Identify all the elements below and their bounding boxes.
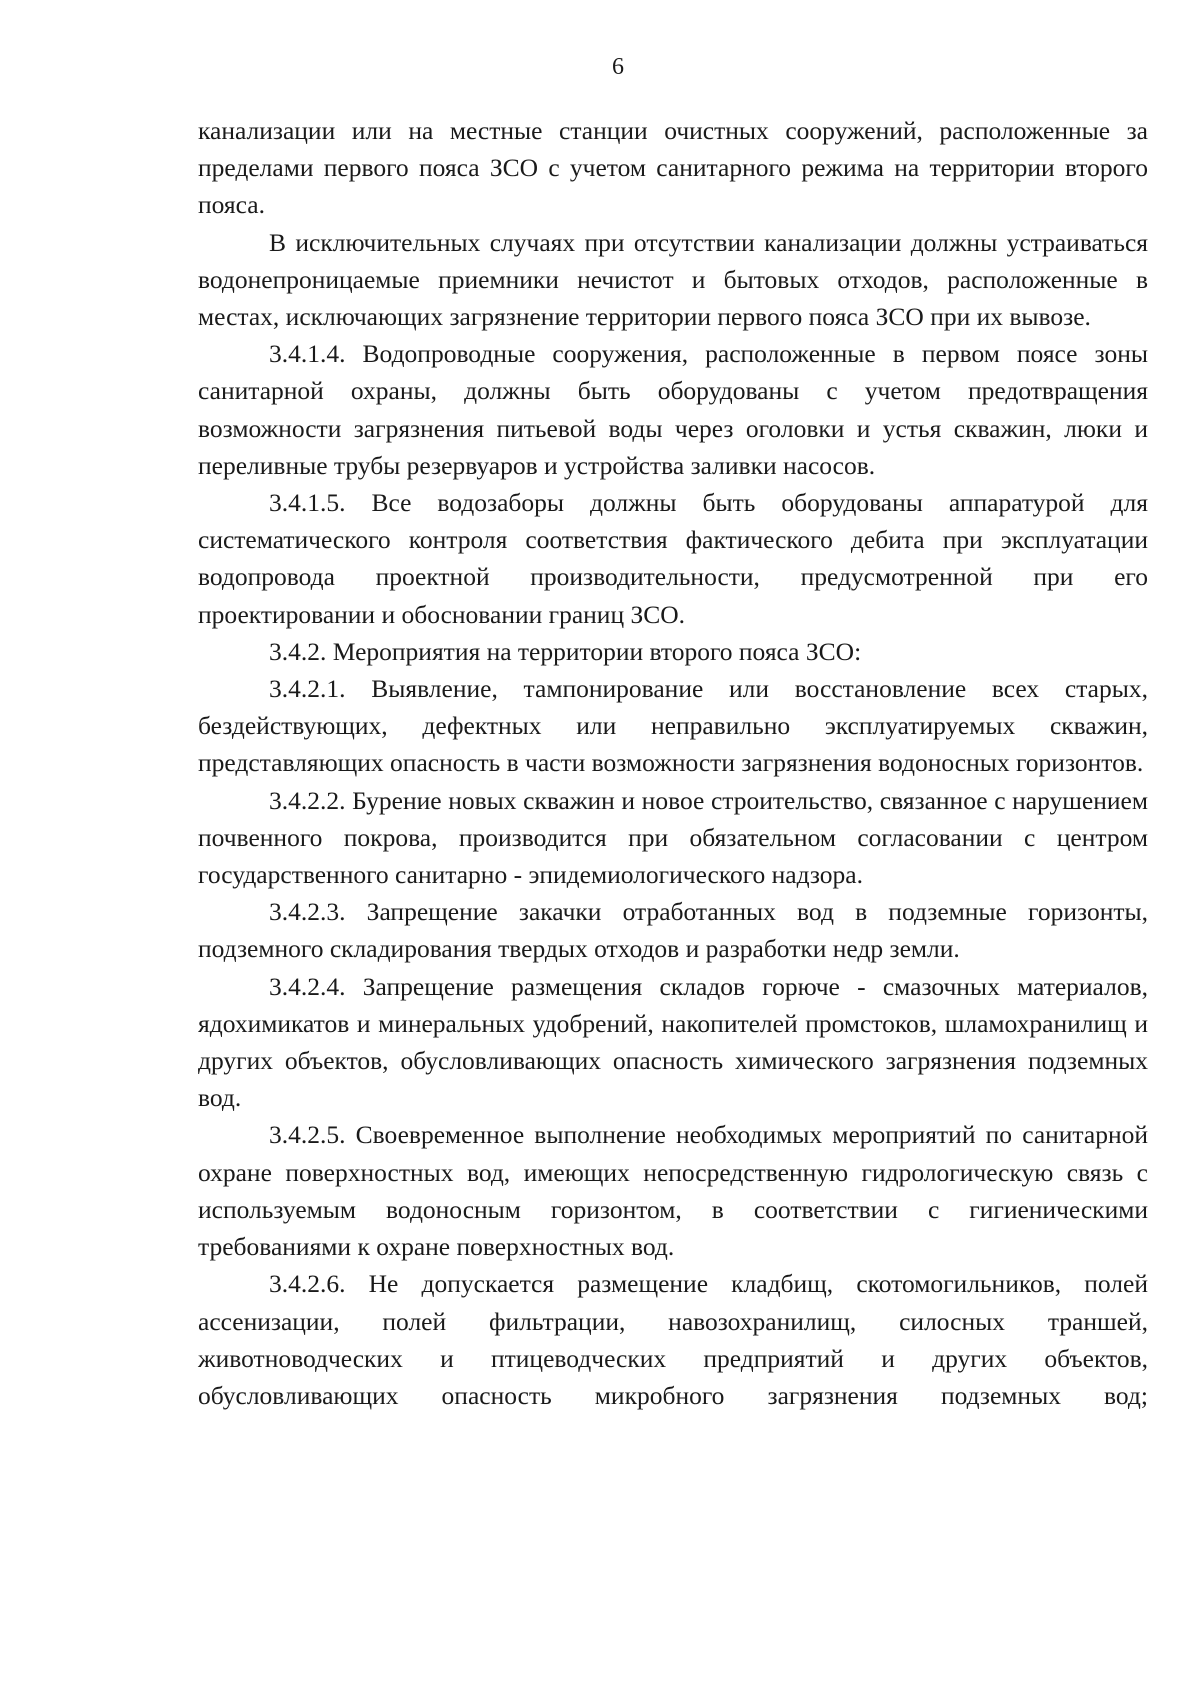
paragraph-3-4-2-6: 3.4.2.6. Не допускается размещение кладбищ, скотомогильников, полей ассенизации, полей фильтрации, навозохранилищ, силосных траншей, животноводческих и птицеводческих предприятий и других объектов, обусловливающих опасность микробного загрязнения подземных вод;: [198, 1269, 1148, 1410]
paragraph-exceptional-cases: В исключительных случаях при отсутствии канализации должны устраиваться водонепроницаемые приемники нечистот и бытовых отходов, расположенные в местах, исключающих загрязнение территории первого пояса ЗСО при их вывозе.: [198, 227, 1148, 332]
page-number: 6: [612, 54, 624, 80]
paragraph-3-4-2-2: 3.4.2.2. Бурение новых скважин и новое строительство, связанное с нарушением почвенного покрова, производится при обязательном согласовании с центром государственного санитарно - эпидемиологического надзора.: [198, 785, 1148, 890]
paragraph-3-4-2-5: 3.4.2.5. Своевременное выполнение необходимых мероприятий по санитарной охране поверхностных вод, имеющих непосредственную гидрологическую связь с используемым водоносным горизонтом, в соответствии с гигиеническими требованиями к охране поверхностных вод.: [198, 1120, 1148, 1262]
paragraph-3-4-2-3: 3.4.2.3. Запрещение закачки отработанных вод в подземные горизонты, подземного складирования твердых отходов и разработки недр земли.: [198, 897, 1148, 964]
paragraph-3-4-2-4: 3.4.2.4. Запрещение размещения складов горюче - смазочных материалов, ядохимикатов и минеральных удобрений, накопителей промстоков, шламохранилищ и других объектов, обусловливающих опасность химического загрязнения подземных вод.: [198, 971, 1148, 1113]
paragraph-3-4-1-4: 3.4.1.4. Водопроводные сооружения, расположенные в первом поясе зоны санитарной охраны, должны быть оборудованы с учетом предотвращения возможности загрязнения питьевой воды через оголовки и устья скважин, люки и переливные трубы резервуаров и устройства заливки насосов.: [198, 339, 1148, 480]
paragraph-3-4-2: 3.4.2. Мероприятия на территории второго пояса ЗСО:: [269, 636, 862, 666]
paragraph-sewage-continuation: канализации или на местные станции очистных сооружений, расположенные за пределами первого пояса ЗСО с учетом санитарного режима на территории второго пояса.: [198, 116, 1148, 220]
paragraph-3-4-1-5: 3.4.1.5. Все водозаборы должны быть оборудованы аппаратурой для систематического контроля соответствия фактического дебита при эксплуатации водопровода проектной производительности, предусмотренной при его проектировании и обосновании границ ЗСО.: [198, 488, 1148, 629]
document-body: [198, 112, 1148, 1414]
paragraph-3-4-2-1: 3.4.2.1. Выявление, тампонирование или восстановление всех старых, бездействующих, дефектных или неправильно эксплуатируемых скважин, представляющих опасность в части возможности загрязнения водоносных горизонтов.: [198, 674, 1148, 778]
